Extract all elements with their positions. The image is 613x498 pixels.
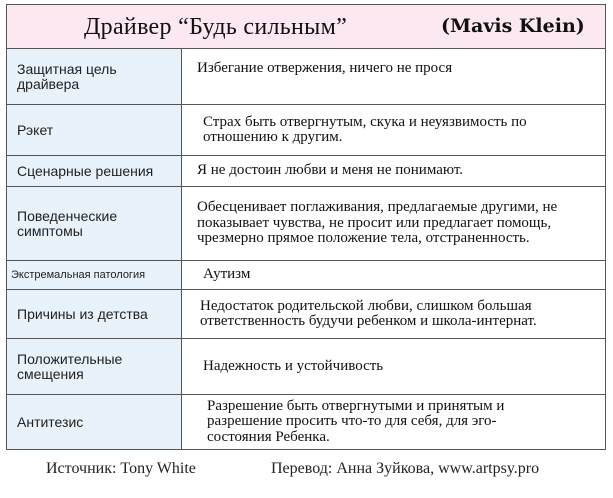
row-label: Поведенческие симптомы — [17, 207, 118, 239]
row-label-cell — [7, 339, 182, 394]
author-name: (Mavis Klein) — [441, 15, 585, 37]
row-value: Недостаток родительской любви, слишком большая ответственность будучи ребенком и школа-интернат. — [200, 297, 537, 329]
row-label: Положительные смещения — [17, 350, 123, 382]
footer-source: Источник: Tony White — [46, 460, 196, 477]
row-label: Антитезис — [17, 413, 84, 430]
row-value-cell — [203, 339, 601, 394]
row-label: Рэкет — [17, 121, 54, 138]
row-value-cell — [197, 187, 601, 260]
row-value: Избегание отвержения, ничего не прося — [197, 60, 453, 76]
row-value: Я не достоин любви и меня не понимают. — [197, 162, 464, 179]
table-row-racket — [7, 105, 605, 156]
row-label-cell — [7, 395, 182, 449]
row-label-cell — [7, 105, 182, 155]
table-row-behavior-symptoms — [7, 187, 605, 261]
table-header — [7, 5, 605, 49]
table-row-script-decisions — [7, 156, 605, 187]
row-label-cell — [7, 187, 182, 260]
row-label-cell — [7, 49, 182, 104]
row-value: Обесценивает поглаживания, предлагаемые другими, не показывает чувства, не просит или предлагает помощь, чрезмерно прямое положение тела, отстраненность. — [197, 199, 558, 247]
row-value-cell — [197, 49, 601, 104]
row-label-cell — [7, 290, 182, 338]
row-value-cell — [207, 395, 545, 449]
row-value-cell — [200, 290, 601, 338]
row-label: Причины из детства — [17, 305, 148, 322]
row-value: Страх быть отвергнутым, скука и неуязвимость по отношению к другим. — [203, 113, 527, 145]
row-value: Разрешение быть отвергнутыми и принятым и разрешение просить что-то для себя, для эго-состояния Ребенка. — [207, 397, 505, 445]
row-value-cell — [197, 156, 601, 186]
row-label-cell — [7, 261, 182, 289]
table-row-positive-shifts — [7, 339, 605, 395]
row-label: Экстремальная патология — [11, 268, 146, 281]
footer-translation: Перевод: Анна Зуйкова, www.artpsy.pro — [271, 460, 540, 477]
row-label-cell — [7, 156, 182, 186]
row-label: Защитная цель драйвера — [17, 60, 117, 92]
table-row-defense-goal — [7, 49, 605, 105]
table-title: Драйвер “Будь сильным” — [84, 14, 348, 40]
driver-table — [6, 4, 606, 450]
table-row-antithesis — [7, 395, 605, 449]
row-label: Сценарные решения — [17, 162, 154, 179]
row-value: Аутизм — [203, 266, 251, 283]
row-value: Надежность и устойчивость — [203, 357, 384, 374]
table-row-extreme-pathology — [7, 261, 605, 290]
row-value-cell — [203, 105, 545, 155]
row-value-cell — [203, 261, 601, 289]
table-row-childhood-causes — [7, 290, 605, 339]
